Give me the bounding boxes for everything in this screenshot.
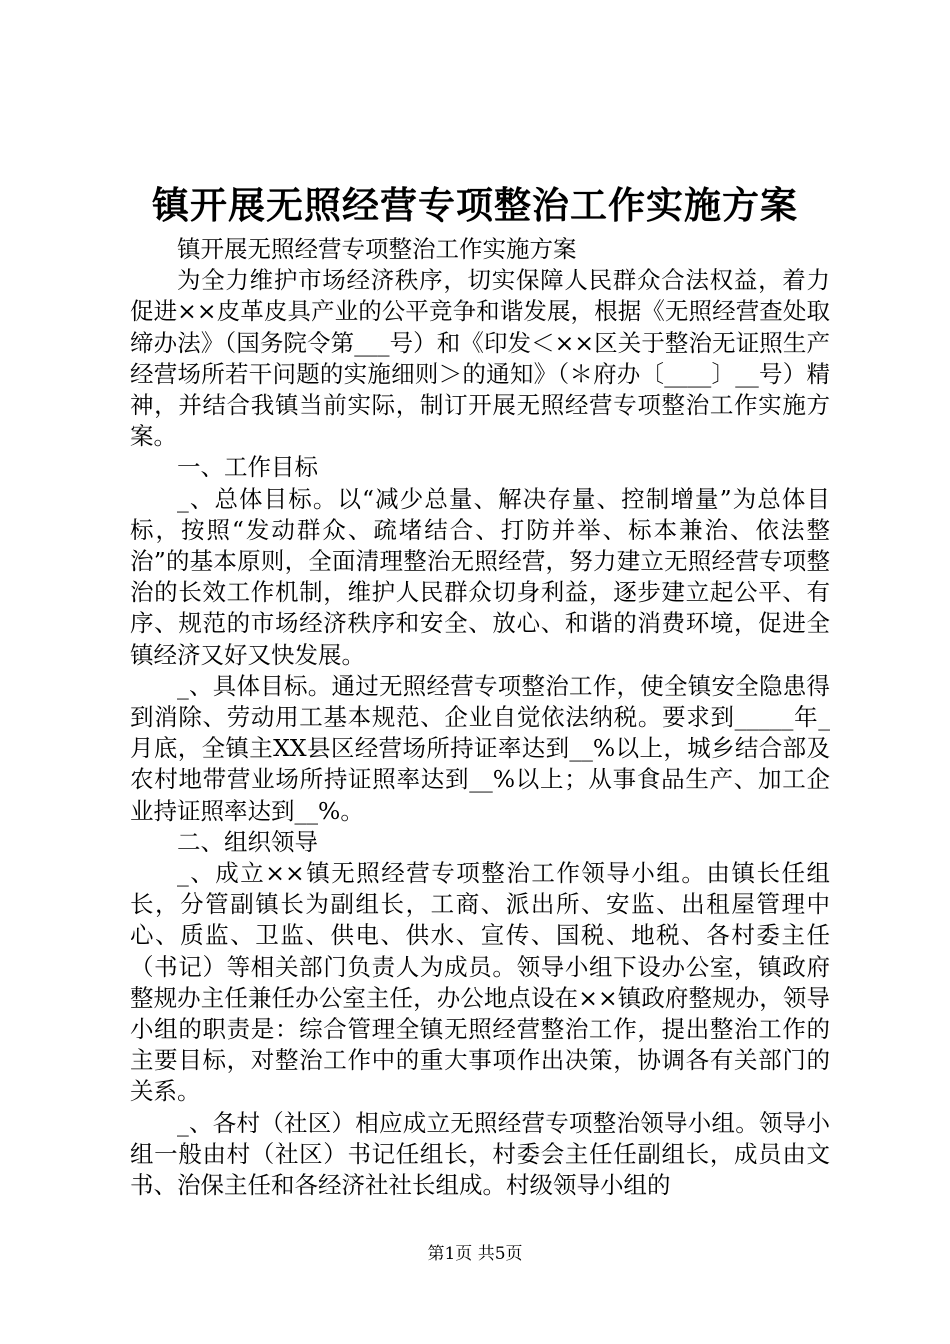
- village-group-paragraph: _、各村（社区）相应成立无照经营专项整治领导小组。领导小组一般由村（社区）书记任组长，村委会主任任副组长，成员由文书、治保主任和各经济社社长组成。村级领导小组的: [130, 1108, 830, 1200]
- document-title: 镇开展无照经营专项整治工作实施方案: [152, 183, 798, 227]
- section-heading-goals: 一、工作目标: [177, 453, 318, 482]
- overall-goal-paragraph: _、总体目标。以“减少总量、解决存量、控制增量”为总体目标，按照“发动群众、疏堵结合、打防并举、标本兼治、依法整治”的基本原则，全面清理整治无照经营，努力建立无照经营专项整治的长效工作机制，维护人民群众切身利益，逐步建立起公平、有序、规范的市场经济秩序和安全、放心、和谐的消费环境，促进全镇经济又好又快发展。: [130, 484, 830, 669]
- document-body: [130, 234, 830, 1201]
- section-heading-organization: 二、组织领导: [177, 827, 318, 856]
- page-footer: 第1页 共5页: [427, 1244, 523, 1264]
- leadership-group-paragraph: _、成立××镇无照经营专项整治工作领导小组。由镇长任组长，分管副镇长为副组长，工商、派出所、安监、出租屋管理中心、质监、卫监、供电、供水、宣传、国税、地税、各村委主任（书记）等相关部门负责人为成员。领导小组下设办公室，镇政府整规办主任兼任办公室主任，办公地点设在××镇政府整规办，领导小组的职责是：综合管理全镇无照经营整治工作，提出整治工作的主要目标，对整治工作中的重大事项作出决策，协调各有关部门的关系。: [130, 859, 830, 1106]
- specific-goal-paragraph: _、具体目标。通过无照经营专项整治工作，使全镇安全隐患得到消除、劳动用工基本规范、企业自觉依法纳税。要求到_____年_月底，全镇主XX县区经营场所持证率达到__%以上，城乡结合部及农村地带营业场所持证照率达到__%以上；从事食品生产、加工企业持证照率达到__%。: [130, 671, 830, 825]
- intro-paragraph: 为全力维护市场经济秩序，切实保障人民群众合法权益，着力促进××皮革皮具产业的公平竞争和谐发展，根据《无照经营查处取缔办法》（国务院令第___号）和《印发＜××区关于整治无证照生产经营场所若干问题的实施细则＞的通知》（＊府办〔____〕__号）精神，并结合我镇当前实际，制订开展无照经营专项整治工作实施方案。: [130, 266, 830, 451]
- subtitle-paragraph: 镇开展无照经营专项整治工作实施方案: [177, 235, 577, 263]
